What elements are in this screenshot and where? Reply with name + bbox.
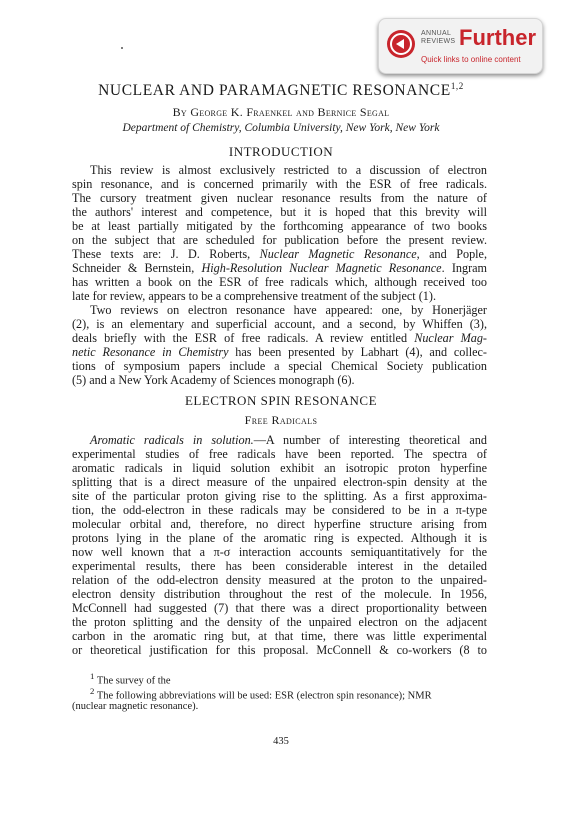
text-line: now well known that a π-σ interaction accounts semiquantitatively for the	[72, 545, 487, 559]
text-line: the authors' interest and competence, but it is hoped that this brevity will	[72, 205, 487, 219]
department: Department of Chemistry, Columbia University, New York, New York	[122, 122, 440, 134]
text-line: These texts are: J. D. Roberts, Nuclear Magnetic Resonance, and Pople,	[72, 247, 488, 261]
text-line: Schneider & Bernstein, High-Resolution Nuclear Magnetic Resonance. Ingram	[72, 261, 488, 275]
text-line: on the subject that are scheduled for publication before the present review.	[72, 233, 487, 247]
footnote-2: $^2$ The following abbreviations will be used: ESR (electron spin resonance); NMR	[90, 686, 432, 702]
text-line: experimental studies of free radicals have been reported. The spectra of	[72, 447, 487, 461]
heading-introduction: INTRODUCTION	[228, 144, 334, 159]
text-line: aromatic radicals in liquid solution exhibit an isotropic proton hyperfine	[72, 461, 487, 475]
article-title: NUCLEAR AND PARAMAGNETIC RESONANCE$^{1,2}$	[98, 81, 464, 100]
text-line: has written a book on the ESR of free radicals which, although received too	[72, 275, 487, 289]
text-line: molecular orbital and, therefore, no direct hyperfine structure arising from	[72, 517, 487, 531]
further-badge[interactable]	[378, 18, 543, 74]
text-line: Two reviews on electron resonance have appeared: one, by Honerjäger	[90, 303, 487, 317]
footnote-1: $^1$ The survey of the	[90, 671, 171, 687]
subheading-free-radicals: Free Radicals	[244, 413, 318, 427]
text-line: protons lying in the plane of the aromatic ring is expected. Although it is	[72, 531, 487, 545]
text-line: splitting that is a direct measure of the unpaired electron-spin density at the	[72, 475, 487, 489]
heading-esr: ELECTRON SPIN RESONANCE	[184, 393, 378, 408]
text-line: the proton splitting and the density of the unpaired electron on the adjacent	[72, 615, 487, 629]
speck	[121, 47, 123, 49]
text-line: McConnell had suggested (7) that there was a direct proportionality between	[72, 601, 487, 615]
further-label: Further	[459, 25, 536, 50]
footnote-2-continued: (nuclear magnetic resonance).	[72, 701, 199, 712]
quick-links-text: Quick links to online content	[421, 55, 521, 64]
text-line: deals briefly with the ESR of free radicals. A review entitled Nuclear Mag-	[72, 331, 487, 345]
text-line: tion, the odd-electron in these radicals may be considered to be in a π-type	[72, 503, 487, 517]
text-line: experimental results, there has been considerable interest in the detailed	[72, 559, 487, 573]
page-number: 435	[273, 736, 289, 747]
text-line: carbon in the aromatic ring but, at that time, there was little experimental	[72, 629, 487, 643]
text-line: Aromatic radicals in solution.—A number of interesting theoretical and	[90, 433, 487, 447]
text-line: be at least partially mitigated by the forthcoming appearance of two books	[72, 219, 487, 233]
text-line: late for review, appears to be a comprehensive treatment of the subject (1).	[72, 289, 436, 303]
text-line: relation of the odd-electron density measured at the proton to the unpaired-	[72, 573, 487, 587]
text-line: or theoretical justification for this proposal. McConnell & co-workers (8 to	[72, 643, 487, 657]
text-line: (2), is an elementary and superficial account, and a second, by Whiffen (3),	[72, 317, 487, 331]
text-line: spin resonance, and is concerned primarily with the ESR of free radicals.	[72, 177, 487, 191]
text-line: electron density distribution throughout the rest of the molecule. In 1956,	[72, 587, 487, 601]
annual-reviews-logo-text: ANNUAL REVIEWS	[421, 30, 456, 45]
text-line: The cursory treatment given nuclear resonance results from the nature of	[72, 191, 487, 205]
text-line: (5) and a New York Academy of Sciences monograph (6).	[72, 373, 355, 387]
play-icon	[387, 30, 415, 58]
text-line: tions of symposium papers include a special Chemical Society publication	[72, 359, 487, 373]
authors: By George K. Fraenkel and Bernice Segal	[172, 105, 390, 119]
text-line: site of the particular proton giving rise to the splitting. As a first approxima-	[72, 489, 487, 503]
text-line: This review is almost exclusively restricted to a discussion of electron	[90, 163, 487, 177]
text-line: netic Resonance in Chemistry has been presented by Labhart (4), and collec-	[72, 345, 487, 359]
